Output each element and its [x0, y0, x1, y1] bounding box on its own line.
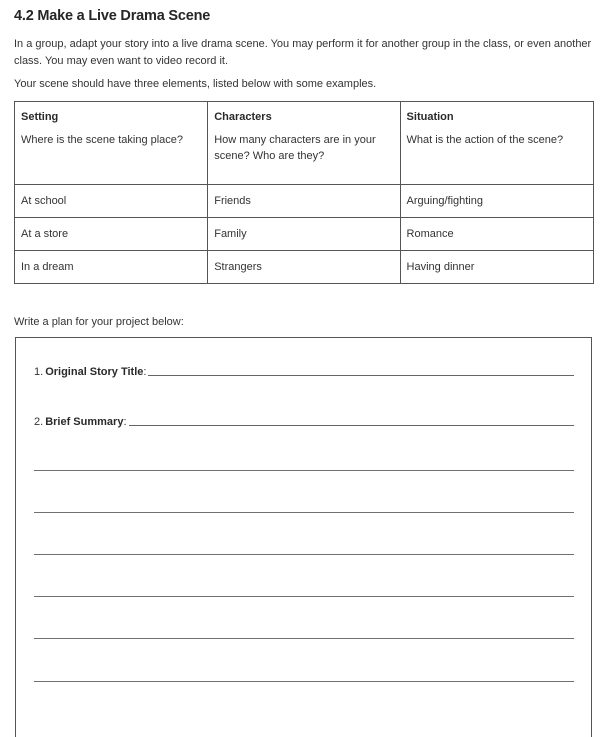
- table-cell: Friends: [208, 185, 400, 218]
- field-colon: :: [143, 366, 147, 378]
- plan-instructions: Write a plan for your project below:: [14, 316, 184, 328]
- plan-box: [15, 337, 592, 737]
- brief-summary-field[interactable]: [34, 416, 574, 428]
- table-cell: Family: [208, 218, 400, 251]
- section-heading: 4.2 Make a Live Drama Scene: [14, 8, 211, 24]
- table-row: [15, 251, 594, 284]
- field-label: Brief Summary: [45, 416, 124, 428]
- header-characters: [208, 102, 400, 185]
- header-description: Where is the scene taking place?: [21, 134, 184, 146]
- table-cell: Arguing/fighting: [400, 185, 593, 218]
- table-cell: Romance: [400, 218, 593, 251]
- header-title: Characters: [214, 111, 272, 123]
- header-setting: [15, 102, 208, 185]
- table-cell: At school: [15, 185, 208, 218]
- summary-writing-line[interactable]: [34, 554, 574, 555]
- header-title: Setting: [21, 111, 59, 123]
- header-situation: [400, 102, 593, 185]
- table-cell: In a dream: [15, 251, 208, 284]
- elements-intro: Your scene should have three elements, listed below with some examples.: [14, 78, 377, 90]
- header-description: What is the action of the scene?: [406, 134, 564, 146]
- table-row: [15, 185, 594, 218]
- field-colon: :: [123, 416, 127, 428]
- brief-summary-input-line[interactable]: [129, 424, 574, 426]
- table-cell: At a store: [15, 218, 208, 251]
- summary-writing-line[interactable]: [34, 681, 574, 682]
- summary-writing-line[interactable]: [34, 470, 574, 471]
- summary-writing-line[interactable]: [34, 596, 574, 597]
- field-number: 1.: [34, 366, 44, 378]
- table-cell: Having dinner: [400, 251, 593, 284]
- original-story-title-field[interactable]: [34, 366, 574, 378]
- original-story-title-input-line[interactable]: [148, 374, 574, 376]
- summary-writing-line[interactable]: [34, 512, 574, 513]
- table-cell: Strangers: [208, 251, 400, 284]
- field-number: 2.: [34, 416, 44, 428]
- header-title: Situation: [406, 111, 454, 123]
- header-description: How many characters are in your scene? Who are they?: [214, 134, 376, 162]
- scene-elements-table: [14, 101, 594, 284]
- intro-paragraph: In a group, adapt your story into a live drama scene. You may perform it for another group in the class, or even another class. You may even want to video record it.: [14, 38, 592, 67]
- table-row: [15, 218, 594, 251]
- summary-writing-line[interactable]: [34, 638, 574, 639]
- table-header-row: [15, 102, 594, 185]
- field-label: Original Story Title: [45, 366, 144, 378]
